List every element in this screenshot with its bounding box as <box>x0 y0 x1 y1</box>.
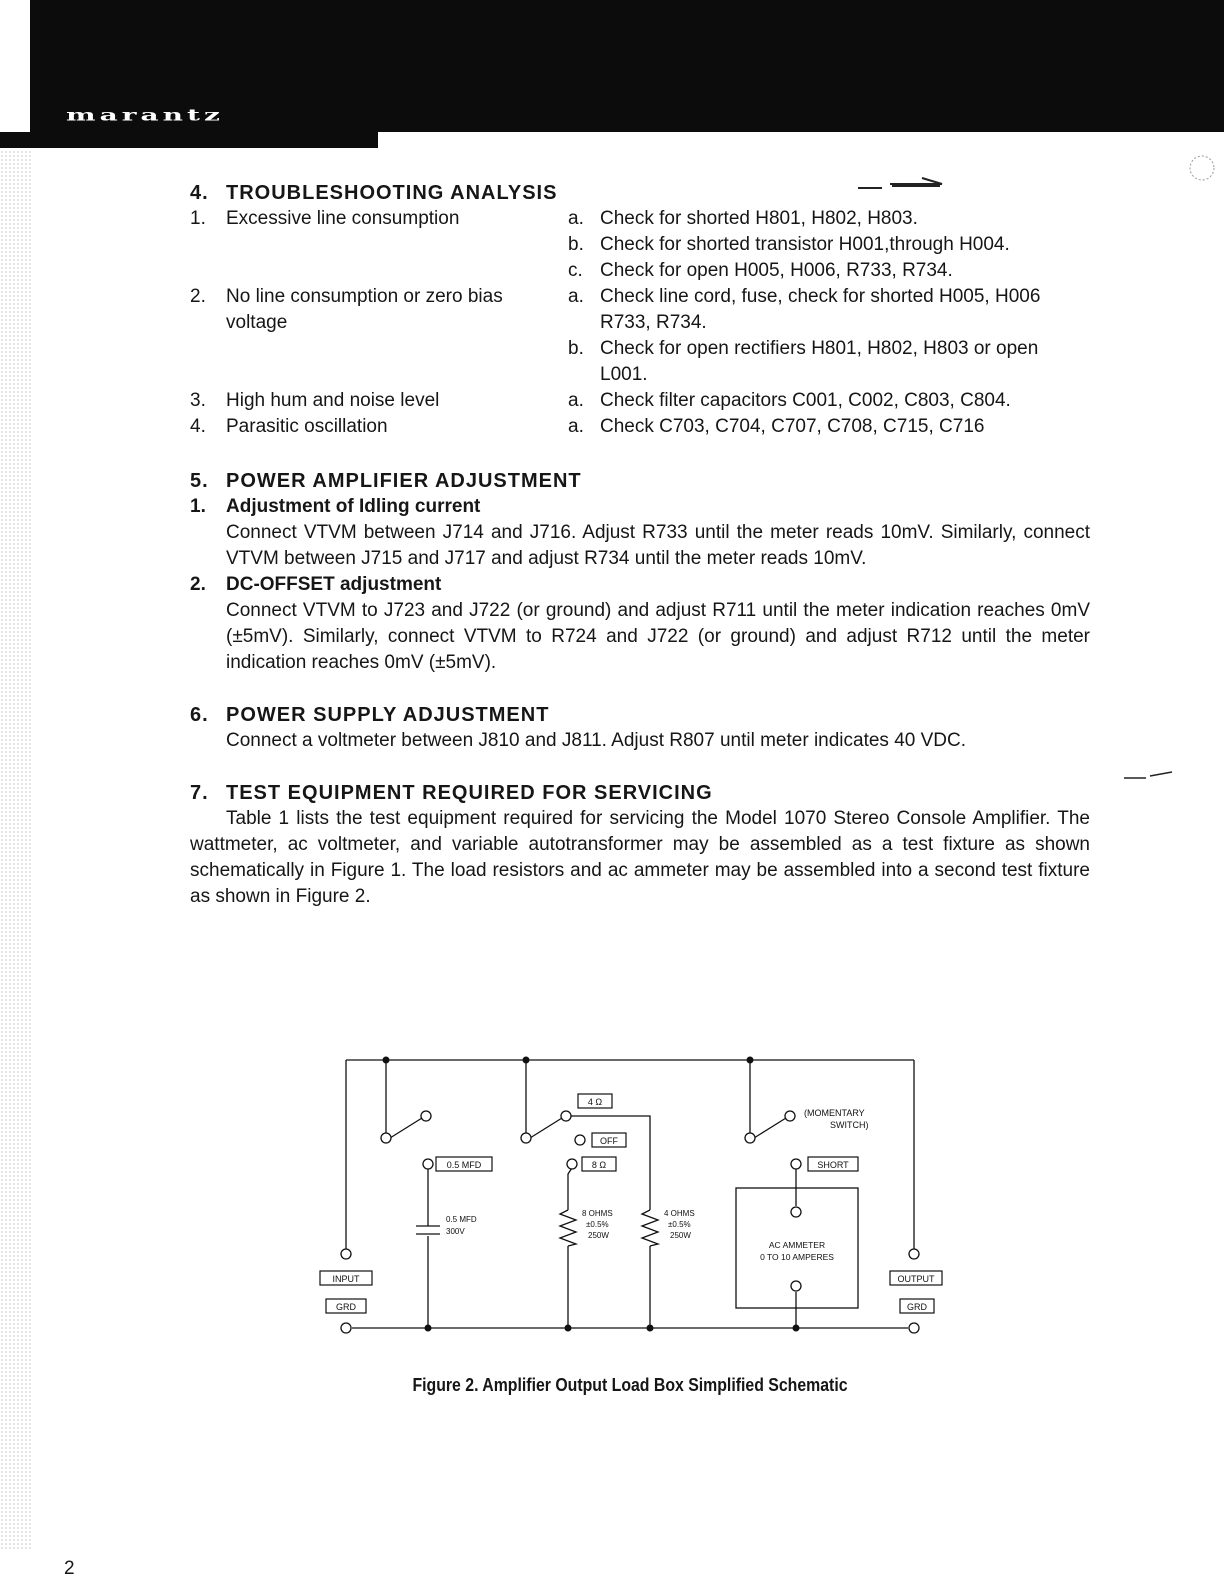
subsection-title: DC-OFFSET adjustment <box>226 574 442 595</box>
action-item: c. Check for open H005, H006, R733, R734. <box>568 260 953 281</box>
binding-margin <box>0 150 32 1550</box>
document-body <box>190 180 1090 910</box>
label-switch: SWITCH) <box>830 1120 869 1130</box>
paragraph: Connect a voltmeter between J810 and J811. Adjust R807 until meter indicates 40 VDC. <box>226 730 967 751</box>
action-item: b. Check for shorted transistor H001,through H004. <box>568 234 1010 255</box>
ammeter-title: AC AMMETER <box>768 1240 826 1250</box>
action-item: a. Check for shorted H801, H802, H803. <box>568 208 918 229</box>
brand-logo: marantz <box>66 106 224 125</box>
label-short: SHORT <box>817 1160 849 1170</box>
symptom: Parasitic oscillation <box>226 416 388 437</box>
symptom: High hum and noise level <box>226 390 440 411</box>
action-item: a. Check filter capacitors C001, C002, C803, C804. <box>568 390 1011 411</box>
troubleshooting-item: 3. High hum and noise level a. Check filter capacitors C001, C002, C803, C804. <box>190 388 1090 414</box>
action-item: a. Check C703, C704, C707, C708, C715, C716 <box>568 416 985 437</box>
schematic-figure <box>310 1050 950 1340</box>
troubleshooting-item: 1. Excessive line consumption a. Check for shorted H801, H802, H803. b. Check for shorted transistor H001,through H004. c. Check for open H005, H006, R733, R734. <box>190 206 1090 284</box>
label-momentary: (MOMENTARY <box>804 1108 865 1118</box>
section-title: 4. TROUBLESHOOTING ANALYSIS <box>190 182 558 204</box>
paragraph: Connect VTVM to J723 and J722 (or ground) and adjust R711 until the meter indication reaches 0mV (±5mV). Similarly, connect VTVM to R724 and J722 (or ground) and adjust R712 until the meter indication reaches 0mV (±5mV). <box>226 600 1090 673</box>
action-item: a. Check line cord, fuse, check for shorted H005, H006 R733, R734. <box>568 286 1041 333</box>
figure-caption: Figure 2. Amplifier Output Load Box Simplified Schematic <box>412 1375 848 1395</box>
r8-value: 8 OHMS <box>582 1209 613 1218</box>
cap-value: 0.5 MFD <box>446 1215 477 1224</box>
power-supply-section <box>190 702 1090 754</box>
power-amp-section <box>190 468 1090 676</box>
r4-power: 250W <box>670 1231 691 1240</box>
label-off: OFF <box>600 1136 618 1146</box>
label-mfd: 0.5 MFD <box>446 1160 482 1170</box>
load-box-schematic <box>310 1050 950 1340</box>
section-title: 7. TEST EQUIPMENT REQUIRED FOR SERVICING <box>190 782 713 804</box>
label-grd-right: GRD <box>907 1302 927 1312</box>
header-tab <box>0 132 378 148</box>
paragraph: Connect VTVM between J714 and J716. Adjust R733 until the meter reads 10mV. Similarly, connect VTVM between J715 and J717 and adjust R734 until the meter reads 10mV. <box>226 522 1090 569</box>
section-title: 5. POWER AMPLIFIER ADJUSTMENT <box>190 470 582 492</box>
label-output: OUTPUT <box>897 1274 935 1284</box>
label-4-ohm: 4 Ω <box>587 1097 603 1107</box>
r8-tolerance: ±0.5% <box>586 1220 609 1229</box>
arrow-mark-icon <box>1120 760 1210 800</box>
subsection-title: Adjustment of Idling current <box>226 496 481 517</box>
symptom: No line consumption or zero bias voltage <box>226 286 503 333</box>
r4-tolerance: ±0.5% <box>668 1220 691 1229</box>
label-grd-left: GRD <box>336 1302 356 1312</box>
section-title: 6. POWER SUPPLY ADJUSTMENT <box>190 704 550 726</box>
paragraph: Table 1 lists the test equipment required for servicing the Model 1070 Stereo Console Amplifier. The wattmeter, ac voltmeter, and variable autotransformer may be assembled as a test fixture as shown schematically in Figure 1. The load resistors and ac ammeter may be assembled into a second test fixture as shown in Figure 2. <box>190 808 1090 907</box>
cap-voltage: 300V <box>446 1227 465 1236</box>
label-input: INPUT <box>332 1274 360 1284</box>
r4-value: 4 OHMS <box>664 1209 695 1218</box>
page-number: 2 <box>64 1558 75 1579</box>
subsection: 1. Adjustment of Idling current Connect VTVM between J714 and J716. Adjust R733 until the meter reads 10mV. Similarly, connect VTVM between J715 and J717 and adjust R734 until the meter reads 10mV. <box>190 494 1090 572</box>
symptom: Excessive line consumption <box>226 208 460 229</box>
troubleshooting-item: 4. Parasitic oscillation a. Check C703, C704, C707, C708, C715, C716 <box>190 414 1090 440</box>
test-equipment-section <box>190 780 1090 910</box>
label-8-ohm: 8 Ω <box>591 1160 607 1170</box>
troubleshooting-item: 2. No line consumption or zero bias voltage a. Check line cord, fuse, check for shorted H005, H006 R733, R734. b. Check for open rectifiers H801, H802, H803 or open L001. <box>190 284 1090 388</box>
hole-mark-icon <box>1180 150 1220 190</box>
troubleshooting-section <box>190 180 1090 440</box>
r8-power: 250W <box>588 1231 609 1240</box>
action-item: b. Check for open rectifiers H801, H802, H803 or open L001. <box>568 338 1039 385</box>
subsection: 2. DC-OFFSET adjustment Connect VTVM to J723 and J722 (or ground) and adjust R711 until the meter indication reaches 0mV (±5mV). Similarly, connect VTVM to R724 and J722 (or ground) and adjust R712 until the meter indication reaches 0mV (±5mV). <box>190 572 1090 676</box>
ammeter-range: 0 TO 10 AMPERES <box>760 1252 834 1262</box>
